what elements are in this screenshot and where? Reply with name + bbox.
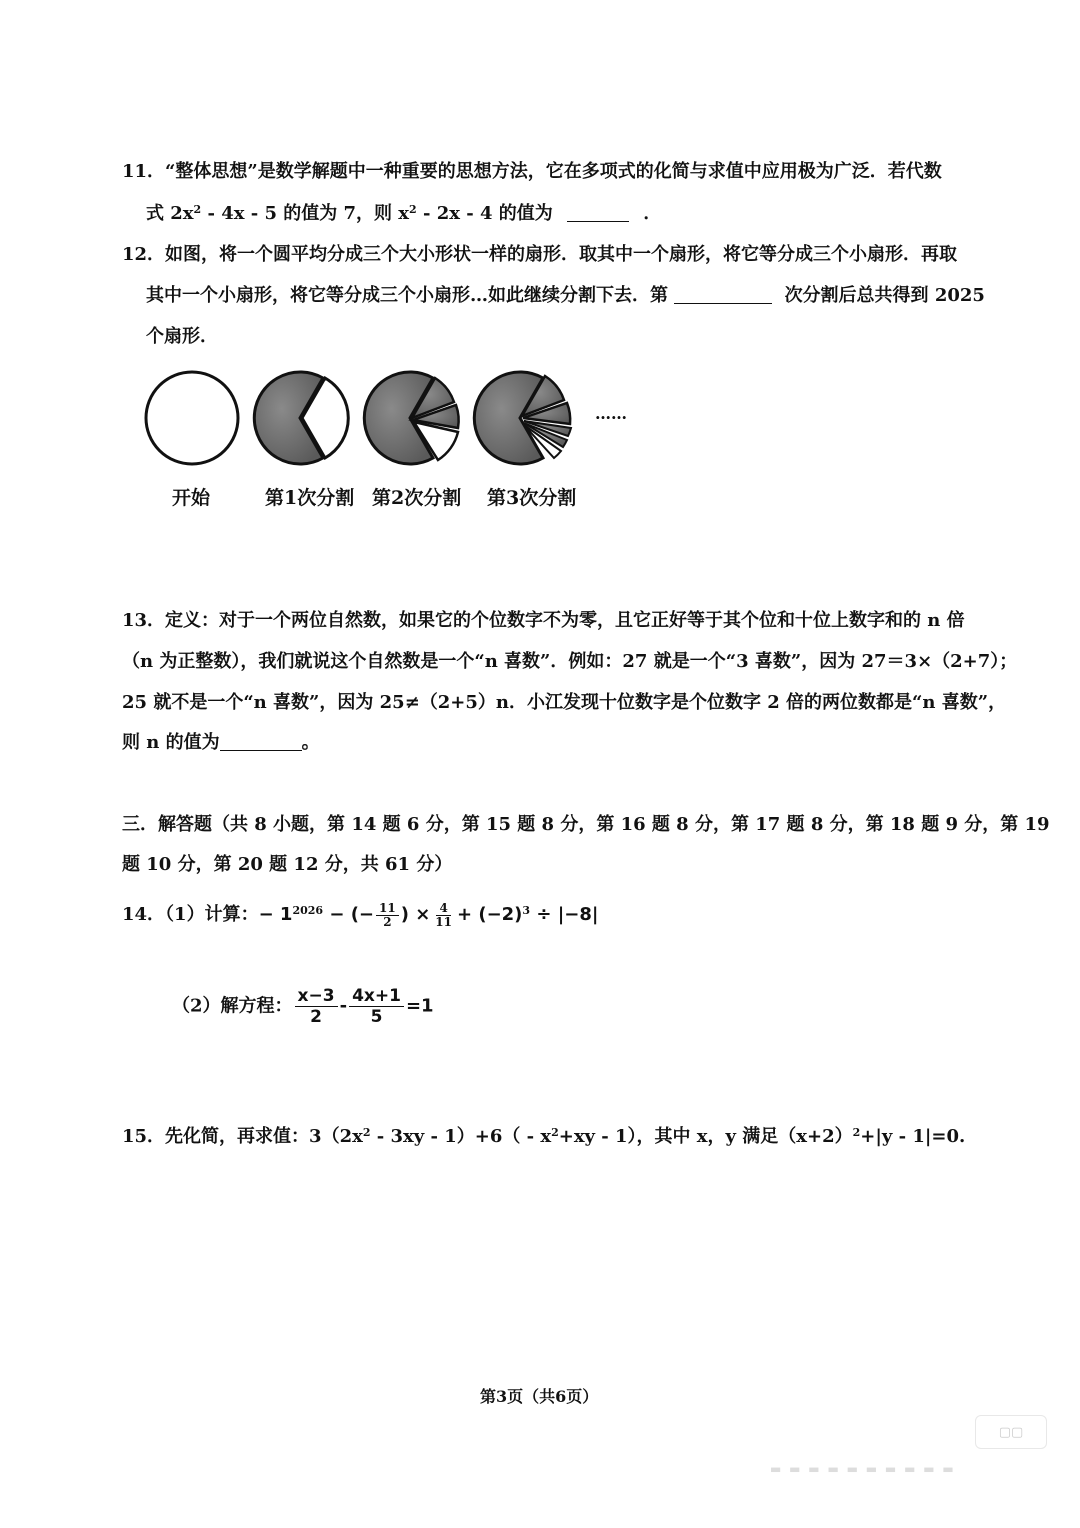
q15-exp2: 2	[551, 1126, 559, 1139]
q15-exp3: 2	[852, 1126, 861, 1139]
q14-exp1: 2026	[292, 904, 324, 917]
page-footer: 第3页（共6页）	[480, 1387, 599, 1406]
q14-exp2: 3	[522, 904, 531, 917]
q14-term1: − 1	[258, 904, 293, 925]
circle-start	[146, 372, 238, 464]
q12-answer-blank[interactable]	[674, 285, 772, 304]
q13-line3: 25 就不是一个“n 喜数”，因为 25≠（2+5）n．小江发现十位数字是个位数字 2 倍的两位数都是“n 喜数”，	[122, 692, 1007, 713]
label-step1: 第1次分割	[265, 487, 355, 509]
circle-step1	[254, 372, 348, 464]
q11-answer-blank[interactable]	[567, 203, 629, 222]
q11-text-b: - 4x - 5 的值为 7，则 x	[201, 203, 410, 224]
q14-eq-fraction1: $\frac{x-3}{2}$	[295, 986, 338, 1027]
section3-heading-line1: 三．解答题（共 8 小题，第 14 题 6 分，第 15 题 8 分，第 16 题 8 分，第 17 题 8 分，第 18 题 9 分，第 19	[122, 814, 1050, 835]
q14-part2-label: （2）解方程：	[172, 995, 293, 1017]
q15-line	[122, 1125, 965, 1149]
q15-a: 15．先化简，再求值：3（2x	[122, 1126, 363, 1147]
q14-term4: + (−2)	[457, 904, 523, 925]
q15-b: - 3xy - 1）+6（ - x	[370, 1126, 552, 1147]
q13-line2: （n 为正整数），我们就说这个自然数是一个“n 喜数”．例如：27 就是一个“3 喜数”，因为 27＝3×（2+7）；	[122, 651, 1018, 672]
sector-figure-svg	[140, 360, 660, 480]
q13-end: 。	[301, 732, 320, 753]
q14-fraction2: $\frac{4}{11}$	[435, 900, 452, 929]
q11-end: ．	[643, 203, 662, 224]
circle-step3	[474, 372, 571, 464]
q15-d: +|y - 1|=0.	[860, 1126, 966, 1147]
q11-text-a: 式 2x	[146, 203, 194, 224]
q12-text-b: 次分割后总共得到 2025	[784, 285, 985, 306]
q14-prefix: 14．（1）计算：	[122, 904, 259, 925]
q14-term3: ) ×	[400, 904, 431, 925]
q12-text-a: 其中一个小扇形，将它等分成三个小扇形…如此继续分割下去．第	[146, 285, 668, 306]
q13-line4	[122, 731, 320, 755]
q11-line1: 11．“整体思想”是数学解题中一种重要的思想方法，它在多项式的化简与求值中应用极为广泛．若代数	[122, 161, 942, 182]
q11-exp1: 2	[193, 203, 202, 216]
circle-step2	[364, 372, 458, 464]
q12-line3: 个扇形．	[146, 326, 218, 347]
q11-line2	[146, 202, 661, 226]
figure-ellipsis: ……	[595, 404, 627, 423]
q14-part1	[122, 898, 598, 932]
q13-answer-blank[interactable]	[220, 732, 302, 751]
q13-line1: 13．定义：对于一个两位自然数，如果它的个位数字不为零，且它正好等于其个位和十位上数字和的 n 倍	[122, 610, 965, 631]
q14-term5: ÷ |−8|	[530, 904, 599, 925]
q14-part2	[172, 986, 434, 1027]
q14-eq-minus: -	[339, 995, 348, 1017]
q11-exp2: 2	[409, 203, 417, 216]
q14-fraction1: $\frac{11}{2}$	[376, 902, 399, 929]
q12-line1: 12．如图，将一个圆平均分成三个大小形状一样的扇形．取其中一个扇形，将它等分成三个小扇形．再取	[122, 244, 958, 265]
q14-term2: − (−	[323, 904, 375, 925]
sector-division-figure	[140, 360, 660, 484]
watermark-logo: ▢▢	[975, 1415, 1047, 1449]
section3-heading-line2: 题 10 分，第 20 题 12 分，共 61 分）	[122, 854, 453, 875]
q13-text-a: 则 n 的值为	[122, 732, 220, 753]
q14-eq-fraction2: $\frac{4x+1}{5}$	[349, 986, 404, 1027]
q14-eq-rhs: =1	[405, 995, 434, 1017]
label-start: 开始	[172, 487, 211, 509]
watermark-text: ▬ ▬ ▬ ▬ ▬ ▬ ▬ ▬ ▬ ▬	[770, 1462, 956, 1476]
label-step2: 第2次分割	[372, 487, 462, 509]
q15-c: +xy - 1），其中 x，y 满足（x+2）	[558, 1126, 853, 1147]
q12-line2	[146, 284, 985, 308]
q15-exp1: 2	[362, 1126, 371, 1139]
label-step3: 第3次分割	[487, 487, 577, 509]
q11-text-c: - 2x - 4 的值为	[416, 203, 553, 224]
